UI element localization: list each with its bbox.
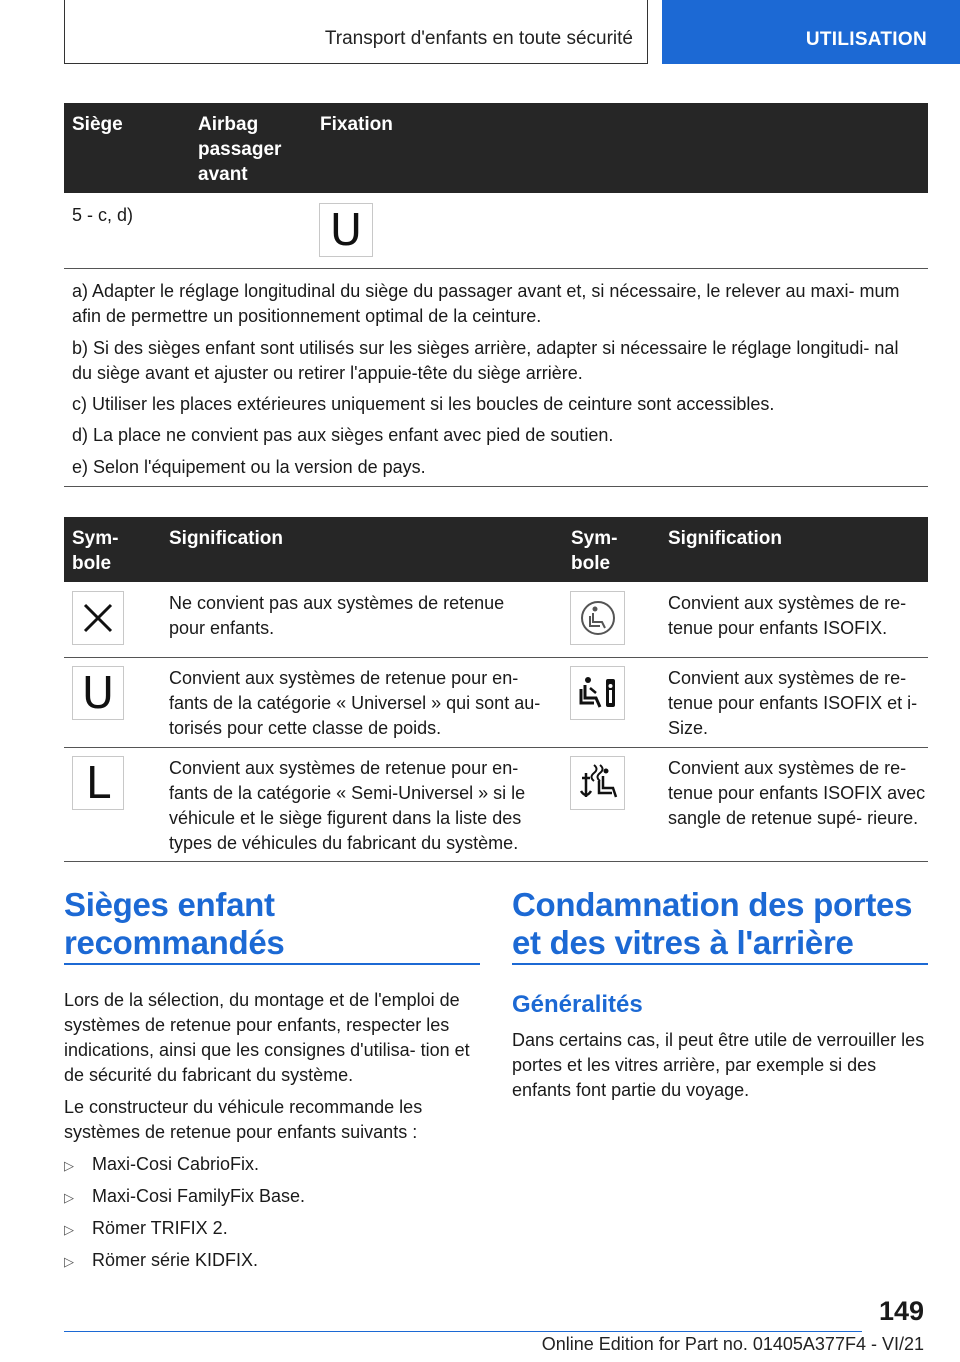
table2-divider-1: [64, 657, 928, 658]
cross-icon: [72, 591, 124, 645]
universal-u-icon: U: [319, 203, 373, 257]
table2-header-meaning-right: Signification: [668, 528, 782, 549]
table1-header: [64, 103, 928, 193]
table2-row3-left-text: Convient aux systèmes de retenue pour en- fants de la catégorie « Semi-Universel » si le véhicule et le siège figurent dans la liste des types de véhicules du fabricant du système.: [169, 758, 526, 853]
triangle-bullet-icon: ▷: [64, 1254, 74, 1269]
list-item: [64, 1152, 259, 1178]
list-item-text: Römer série KIDFIX.: [92, 1250, 259, 1270]
triangle-bullet-icon: ▷: [64, 1190, 74, 1205]
list-item: [64, 1184, 305, 1210]
header-chapter-label: UTILISATION: [805, 29, 927, 50]
table2-row2-right-text: Convient aux systèmes de re- tenue pour enfants ISOFIX et i-Size.: [668, 668, 918, 738]
section-right-paragraph: Dans certains cas, il peut être utile de verrouiller les portes et les vitres arrière, par exemple si des enfants font partie du voyage.: [512, 1030, 925, 1100]
universal-u-icon: U: [72, 666, 124, 720]
isofix-icon: [570, 591, 625, 645]
table1-divider: [64, 268, 928, 269]
table2-header: [64, 517, 928, 582]
section-right-title: Condamnation des portes et des vitres à l'arrière: [512, 886, 913, 961]
table2-row2-left-text: Convient aux systèmes de retenue pour en- fants de la catégorie « Universel » qui sont au- torisés pour cette classe de poids.: [169, 668, 541, 738]
list-item: [64, 1248, 258, 1274]
semi-universal-l-icon: L: [72, 756, 124, 810]
table2-header-meaning-left: Signification: [169, 528, 283, 549]
list-item-text: Maxi-Cosi CabrioFix.: [92, 1154, 260, 1174]
section-right-subtitle: Généralités: [512, 991, 643, 1018]
table1-bottom-rule: [64, 486, 928, 487]
table2-header-symbol-left: Sym- bole: [72, 528, 119, 574]
page-number: 149: [878, 1296, 924, 1326]
header-section-title: Transport d'enfants en toute sécurité: [324, 28, 633, 49]
section-right-rule: [512, 963, 928, 965]
table1-header-fixation: Fixation: [320, 114, 393, 135]
table1-note-c: c) Utiliser les places extérieures uniquement si les boucles de ceinture sont accessibles.: [72, 394, 775, 414]
table1-note-b: b) Si des sièges enfant sont utilisés sur les sièges arrière, adapter si nécessaire le réglage longitudi- nal du siège avant et ajuster ou retirer l'appuie-tête du siège arrière.: [72, 338, 899, 383]
table1-note-e: e) Selon l'équipement ou la version de pays.: [72, 457, 426, 477]
table1-header-seat: Siège: [72, 114, 123, 135]
section-left-title: Sièges enfant recommandés: [64, 886, 285, 961]
footer-edition: Online Edition for Part no. 01405A377F4 - VI/21: [541, 1334, 924, 1354]
top-tether-icon: [570, 756, 625, 810]
list-item: [64, 1216, 228, 1242]
triangle-bullet-icon: ▷: [64, 1158, 74, 1173]
table2-header-symbol-right: Sym- bole: [571, 528, 618, 574]
table2-row1-right-text: Convient aux systèmes de re- tenue pour enfants ISOFIX.: [668, 593, 907, 638]
section-left-paragraph-2: Le constructeur du véhicule recommande les systèmes de retenue pour enfants suivants :: [64, 1097, 423, 1142]
section-left-rule: [64, 963, 480, 965]
table1-header-airbag: Airbag passager avant: [198, 114, 282, 185]
isize-icon: [570, 666, 625, 720]
triangle-bullet-icon: ▷: [64, 1222, 74, 1237]
header-chapter-tab[interactable]: [662, 0, 960, 64]
table2-row1-left-text: Ne convient pas aux systèmes de retenue pour enfants.: [169, 593, 505, 638]
table2-bottom-rule: [64, 861, 928, 862]
list-item-text: Römer TRIFIX 2.: [92, 1218, 228, 1238]
footer-rule: [64, 1331, 862, 1332]
table2-row3-right-text: Convient aux systèmes de re- tenue pour enfants ISOFIX avec sangle de retenue supé- rieure.: [668, 758, 926, 828]
section-left-paragraph-1: Lors de la sélection, du montage et de l'emploi de systèmes de retenue pour enfants, respecter les indications, ainsi que les consignes d'utilisa- tion et de sécurité du fabricant du système.: [64, 990, 470, 1085]
list-item-text: Maxi-Cosi FamilyFix Base.: [92, 1186, 306, 1206]
table1-note-a: a) Adapter le réglage longitudinal du siège du passager avant et, si nécessaire, le relever au maxi- mum afin de permettre un positionnement optimal de la ceinture.: [72, 281, 900, 326]
table1-note-d: d) La place ne convient pas aux sièges enfant avec pied de soutien.: [72, 425, 614, 445]
table2-divider-2: [64, 747, 928, 748]
table1-seat-cell: 5 - c, d): [72, 205, 134, 225]
header-section-box: [64, 0, 648, 64]
